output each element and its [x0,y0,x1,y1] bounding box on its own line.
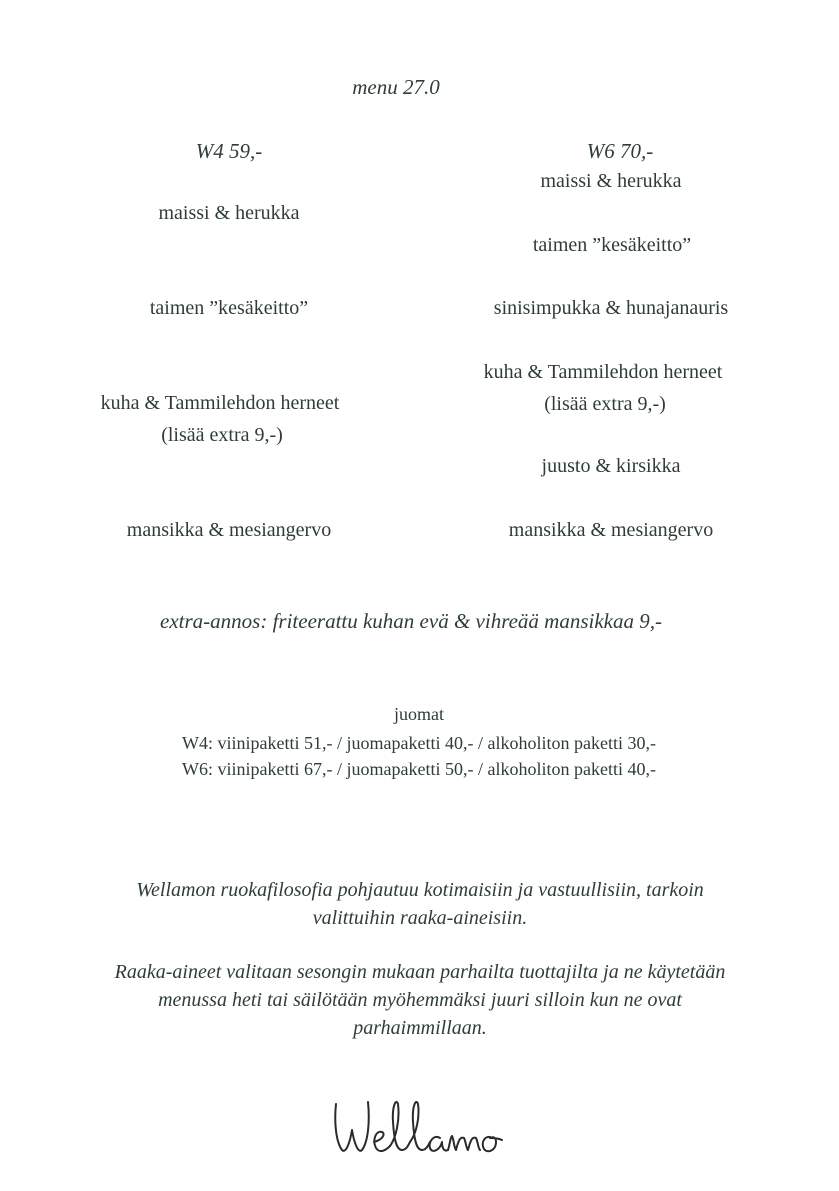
w4-course-3: kuha & Tammilehdon herneet [100,392,340,414]
drinks-line-w4: W4: viinipaketti 51,- / juomapaketti 40,- / alkoholiton paketti 30,- [182,733,656,753]
w4-course-2: taimen ”kesäkeitto” [149,297,309,319]
w6-course-4-note: (lisää extra 9,-) [544,393,666,415]
w6-course-2: taimen ”kesäkeitto” [532,234,692,256]
menu-title: menu 27.0 [352,75,440,99]
extra-course: extra-annos: friteerattu kuhan evä & vihreää mansikkaa 9,- [160,609,662,633]
drinks-line-w6: W6: viinipaketti 67,- / juomapaketti 50,- / alkoholiton paketti 40,- [182,759,656,779]
w6-price: W6 70,- [586,139,654,163]
philosophy-paragraph-2: Raaka-aineet valitaan sesongin mukaan parhailta tuottajilta ja ne käytetään menussa heti tai säilötään myöhemmäksi juuri silloin kun ne ovat parhaimmillaan. [114,961,726,1039]
w4-course-1: maissi & herukka [158,202,300,224]
drinks-heading: juomat [394,704,444,724]
w6-course-6: mansikka & mesiangervo [508,519,714,541]
philosophy-paragraph-1: Wellamon ruokafilosofia pohjautuu kotimaisiin ja vastuullisiin, tarkoin valittuihin raaka-aineisiin. [136,879,704,929]
w6-course-5: juusto & kirsikka [541,455,681,477]
w4-course-3-note: (lisää extra 9,-) [161,424,283,446]
wellamo-signature-logo [330,1092,510,1162]
w4-course-4: mansikka & mesiangervo [126,519,332,541]
w6-course-4: kuha & Tammilehdon herneet [483,361,723,383]
w6-course-3: sinisimpukka & hunajanauris [493,297,729,319]
w4-price: W4 59,- [195,139,263,163]
w6-course-1: maissi & herukka [540,170,682,192]
